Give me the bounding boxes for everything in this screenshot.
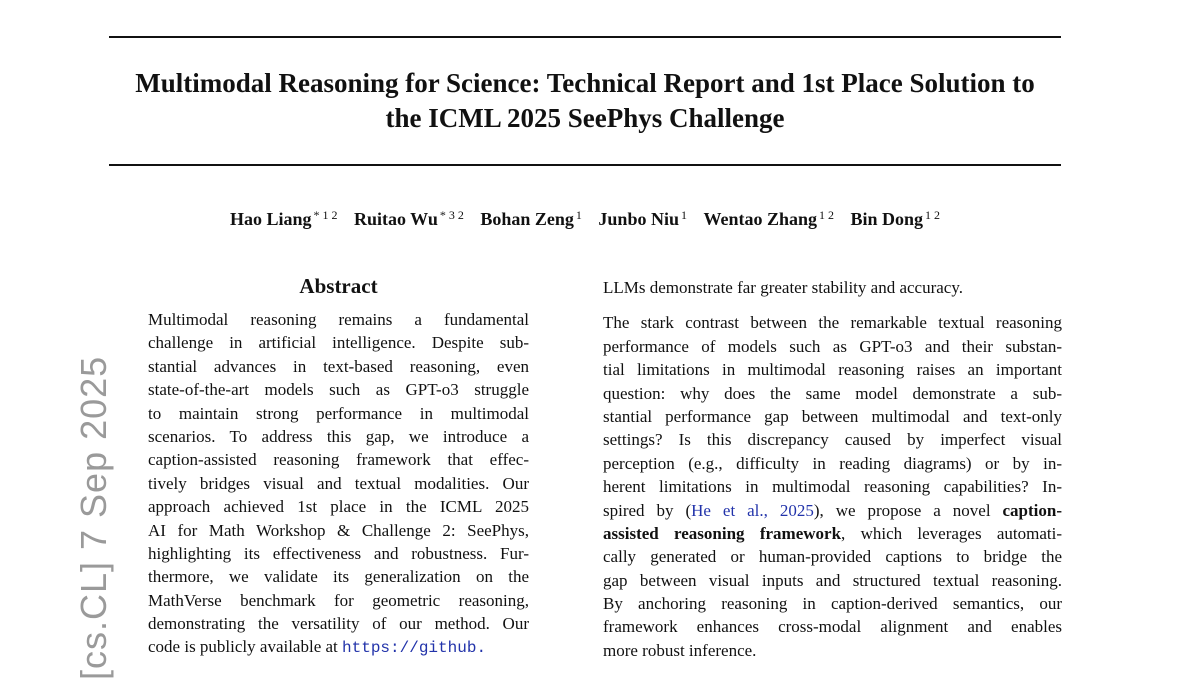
abstract-column [148, 272, 529, 659]
abstract-line: stantial advances in text-based reasoning, even [148, 356, 529, 376]
intro-paragraph [603, 311, 1062, 662]
abstract-line: state-of-the-art models such as GPT-o3 struggle [148, 380, 529, 400]
intro-line: cally generated or human-provided captions to bridge the [603, 547, 1062, 567]
author: Hao Liang $^{* 1 2}$ [229, 208, 338, 229]
paper-title [100, 66, 1070, 136]
abstract-line: to maintain strong performance in multimodal [148, 403, 529, 423]
abstract-line: approach achieved 1st place in the ICML 2025 [148, 497, 529, 517]
abstract-line: challenge in artificial intelligence. Despite sub- [148, 333, 529, 353]
intro-line: gap between visual inputs and structured textual reasoning. [603, 570, 1062, 590]
abstract-line [148, 635, 529, 658]
title-line-2: the ICML 2025 SeePhys Challenge [385, 103, 785, 133]
title-line-1: Multimodal Reasoning for Science: Technical Report and 1st Place Solution to [135, 68, 1035, 98]
abstract-line: demonstrating the versatility of our method. Our [148, 614, 529, 634]
abstract-line: AI for Math Workshop & Challenge 2: SeePhys, [148, 520, 529, 540]
title-rule-bottom [109, 164, 1061, 166]
abstract-line: tively bridges visual and textual modalities. Our [148, 473, 529, 493]
abstract-line: Multimodal reasoning remains a fundamental [148, 310, 529, 329]
intro-line: settings? Is this discrepancy caused by imperfect visual [603, 430, 1062, 450]
intro-line: stantial performance gap between multimodal and text-only [603, 406, 1062, 426]
author: Junbo Niu $^1$ [598, 208, 687, 229]
intro-line: spired by (He et al., 2025), we propose a novel caption- [603, 500, 1062, 520]
intro-line: more robust inference. [603, 640, 757, 660]
intro-line: tial limitations in multimodal reasoning raises an important [603, 360, 1062, 380]
intro-line: The stark contrast between the remarkable textual reasoning [603, 313, 1062, 333]
intro-line: assisted reasoning framework, which leverages automati- [603, 523, 1062, 543]
intro-line: herent limitations in multimodal reasoning capabilities? In- [603, 477, 1062, 497]
abstract-line: scenarios. To address this gap, we introduce a [148, 426, 529, 446]
author: Bin Dong $^{1 2}$ [850, 208, 941, 229]
intro-line: By anchoring reasoning in caption-derived semantics, our [603, 594, 1062, 614]
intro-line: performance of models such as GPT-o3 and their substan- [603, 336, 1062, 356]
github-link[interactable]: https://github. [342, 639, 487, 658]
author: Wentao Zhang $^{1 2}$ [703, 208, 834, 229]
abstract-code-prefix: code is publicly available at [148, 637, 343, 657]
author: Bohan Zeng $^1$ [480, 208, 582, 229]
intro-line: question: why does the same model demonstrate a sub- [603, 383, 1062, 403]
bold-term: assisted reasoning framework [603, 523, 842, 543]
title-rule-top [109, 36, 1061, 38]
intro-line: framework enhances cross-modal alignment and enables [603, 617, 1062, 637]
abstract-line: thermore, we validate its generalization on the [148, 567, 529, 587]
intro-column [603, 276, 1062, 662]
intro-line: LLMs demonstrate far greater stability and accuracy. [603, 278, 963, 297]
author: Ruitao Wu $^{* 3 2}$ [354, 208, 464, 229]
abstract-body [148, 308, 529, 659]
abstract-line: caption-assisted reasoning framework that effec- [148, 450, 529, 470]
abstract-heading: Abstract [299, 274, 378, 298]
arxiv-side-stamp: [cs.CL] 7 Sep 2025 [73, 355, 114, 680]
intro-line: perception (e.g., difficulty in reading diagrams) or by in- [603, 453, 1062, 473]
citation-link[interactable]: He et al., 2025 [691, 500, 814, 520]
abstract-line: MathVerse benchmark for geometric reasoning, [148, 590, 529, 610]
bold-term: caption- [1002, 500, 1062, 520]
author-list [0, 206, 1170, 232]
abstract-line: highlighting its effectiveness and robustness. Fur- [148, 543, 529, 563]
